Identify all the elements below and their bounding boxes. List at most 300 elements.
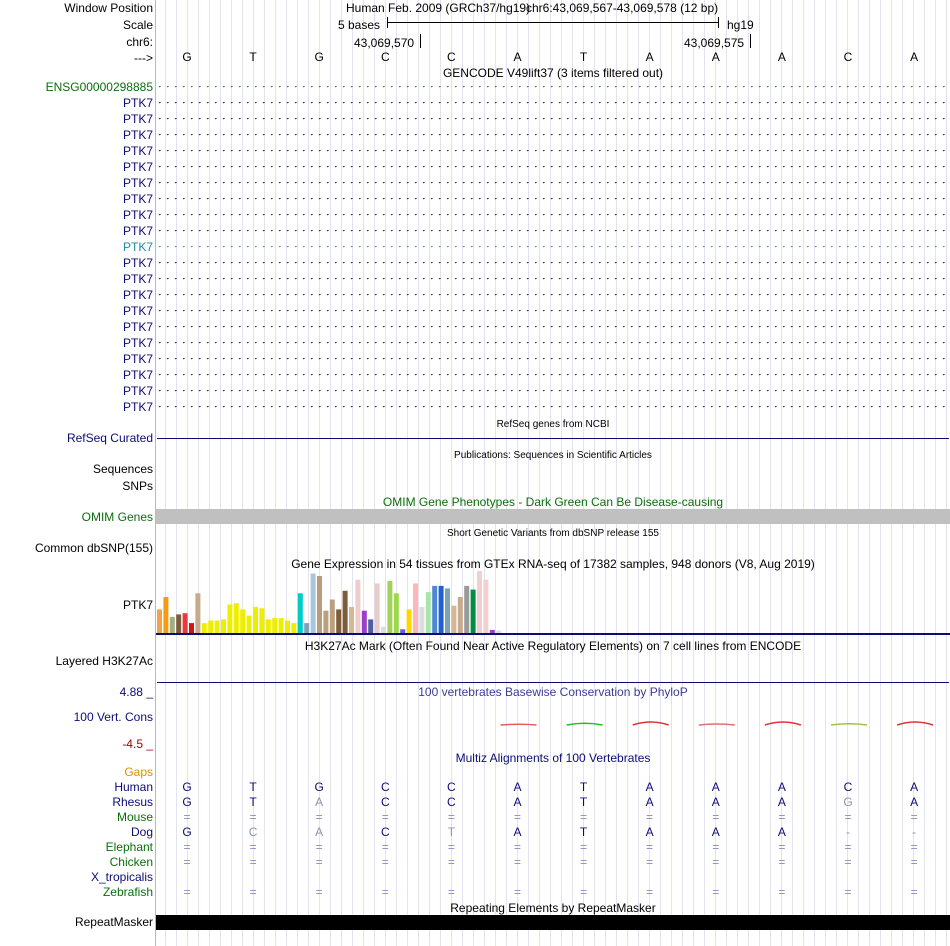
- gtex-tissue-bar[interactable]: [355, 580, 360, 633]
- strand-chevron: [543, 374, 546, 375]
- omim-title[interactable]: OMIM Gene Phenotypes - Dark Green Can Be Disease-causing: [382, 495, 724, 509]
- strand-chevron: [511, 230, 514, 231]
- publications-title[interactable]: Publications: Sequences in Scientific Articles: [454, 450, 652, 461]
- strand-chevron: [447, 182, 450, 183]
- strand-chevron: [847, 86, 850, 87]
- strand-chevron: [431, 262, 434, 263]
- strand-chevron: [687, 134, 690, 135]
- gtex-tissue-bar[interactable]: [227, 605, 232, 634]
- strand-chevron: [487, 246, 490, 247]
- gencode-item-label[interactable]: PTK7: [122, 144, 153, 158]
- strand-chevron: [687, 342, 690, 343]
- strand-chevron: [247, 198, 250, 199]
- strand-chevron: [735, 278, 738, 279]
- strand-chevron: [687, 294, 690, 295]
- strand-chevron: [679, 390, 682, 391]
- multiz-species-label[interactable]: Rhesus: [112, 795, 153, 809]
- strand-chevron: [719, 166, 722, 167]
- omim-label[interactable]: OMIM Genes: [81, 510, 153, 524]
- strand-chevron: [303, 390, 306, 391]
- strand-chevron: [383, 374, 386, 375]
- gencode-item-label[interactable]: PTK7: [122, 112, 153, 126]
- gtex-tissue-bar[interactable]: [413, 583, 418, 633]
- strand-chevron: [487, 278, 490, 279]
- strand-chevron: [711, 294, 714, 295]
- strand-chevron: [431, 358, 434, 359]
- gtex-tissue-bar[interactable]: [439, 586, 444, 633]
- base-letter: G: [314, 50, 324, 64]
- strand-chevron: [463, 310, 466, 311]
- gtex-tissue-bar[interactable]: [208, 621, 213, 633]
- strand-chevron: [935, 358, 938, 359]
- strand-chevron: [783, 198, 786, 199]
- gencode-gene-feature[interactable]: [157, 294, 949, 303]
- strand-chevron: [943, 198, 946, 199]
- gencode-gene-feature[interactable]: [157, 86, 949, 95]
- strand-chevron: [791, 326, 794, 327]
- strand-chevron: [935, 374, 938, 375]
- strand-chevron: [479, 310, 482, 311]
- strand-chevron: [223, 310, 226, 311]
- multiz-title[interactable]: Multiz Alignments of 100 Vertebrates: [455, 751, 651, 765]
- gtex-tissue-bar[interactable]: [247, 616, 252, 633]
- strand-chevron: [439, 262, 442, 263]
- gtex-tissue-bar[interactable]: [304, 623, 309, 633]
- strand-chevron: [583, 134, 586, 135]
- gtex-tissue-bar[interactable]: [195, 593, 200, 633]
- strand-chevron: [831, 390, 834, 391]
- multiz-gaps-label[interactable]: Gaps: [124, 765, 153, 779]
- multiz-alignment-base: -: [846, 825, 850, 839]
- gencode-gene-feature[interactable]: [157, 246, 949, 255]
- strand-chevron: [727, 198, 730, 199]
- omim-bar[interactable]: [156, 509, 950, 524]
- multiz-alignment-base: =: [183, 855, 191, 869]
- gtex-bar-chart[interactable]: [156, 570, 950, 636]
- phylop-score-mark[interactable]: [501, 724, 537, 725]
- gtex-tissue-bar[interactable]: [221, 619, 226, 633]
- gtex-tissue-bar[interactable]: [253, 607, 258, 633]
- gtex-tissue-bar[interactable]: [330, 600, 335, 634]
- strand-chevron: [303, 198, 306, 199]
- gtex-tissue-bar[interactable]: [496, 631, 501, 634]
- gtex-tissue-bar[interactable]: [381, 627, 386, 633]
- strand-chevron: [663, 150, 666, 151]
- strand-chevron: [239, 246, 242, 247]
- multiz-alignment-base: =: [646, 855, 654, 869]
- gtex-tissue-bar[interactable]: [464, 586, 469, 633]
- strand-chevron: [759, 326, 762, 327]
- phylop-label[interactable]: 100 Vert. Cons: [73, 710, 153, 724]
- multiz-species-label[interactable]: X_tropicalis: [90, 870, 153, 884]
- strand-chevron: [479, 198, 482, 199]
- strand-chevron: [743, 134, 746, 135]
- gencode-gene-feature[interactable]: [157, 374, 949, 383]
- phylop-plot[interactable]: [156, 700, 950, 740]
- strand-chevron: [767, 406, 770, 407]
- strand-chevron: [903, 182, 906, 183]
- gtex-tissue-bar[interactable]: [400, 629, 405, 633]
- strand-chevron: [567, 374, 570, 375]
- refseq-title[interactable]: RefSeq genes from NCBI: [496, 419, 610, 430]
- gencode-gene-feature[interactable]: [157, 230, 949, 239]
- h3k27ac-label[interactable]: Layered H3K27Ac: [55, 654, 153, 668]
- multiz-species-label[interactable]: Chicken: [109, 855, 153, 869]
- strand-chevron: [935, 230, 938, 231]
- strand-chevron: [375, 182, 378, 183]
- strand-chevron: [895, 358, 898, 359]
- multiz-alignment-base: =: [447, 885, 455, 899]
- strand-chevron: [535, 294, 538, 295]
- refseq-line[interactable]: [157, 438, 949, 439]
- gtex-label[interactable]: PTK7: [122, 598, 153, 612]
- gtex-tissue-bar[interactable]: [183, 613, 188, 633]
- strand-chevron: [303, 102, 306, 103]
- gtex-tissue-bar[interactable]: [285, 621, 290, 633]
- gencode-gene-feature[interactable]: [157, 310, 949, 319]
- strand-chevron: [647, 166, 650, 167]
- strand-chevron: [159, 166, 162, 167]
- gencode-gene-feature[interactable]: [157, 342, 949, 351]
- strand-chevron: [159, 246, 162, 247]
- gencode-gene-feature[interactable]: [157, 406, 949, 415]
- strand-chevron: [743, 390, 746, 391]
- phylop-score-mark[interactable]: [699, 724, 735, 725]
- strand-chevron: [903, 246, 906, 247]
- strand-chevron: [479, 214, 482, 215]
- gtex-tissue-bar[interactable]: [317, 576, 322, 633]
- gtex-tissue-bar[interactable]: [323, 611, 328, 633]
- strand-chevron: [423, 358, 426, 359]
- gencode-title[interactable]: GENCODE V49lift37 (3 items filtered out): [442, 66, 664, 80]
- gencode-item-label[interactable]: PTK7: [122, 288, 153, 302]
- gtex-tissue-bar[interactable]: [362, 611, 367, 633]
- gtex-tissue-bar[interactable]: [407, 609, 412, 633]
- strand-chevron: [927, 86, 930, 87]
- strand-chevron: [399, 150, 402, 151]
- publications-label-snps[interactable]: SNPs: [122, 479, 153, 493]
- strand-chevron: [311, 118, 314, 119]
- strand-chevron: [943, 150, 946, 151]
- gtex-tissue-bar[interactable]: [259, 608, 264, 633]
- gtex-tissue-bar[interactable]: [343, 591, 348, 633]
- gtex-tissue-bar[interactable]: [445, 588, 450, 633]
- strand-chevron: [927, 118, 930, 119]
- strand-chevron: [871, 166, 874, 167]
- gtex-tissue-bar[interactable]: [471, 590, 476, 633]
- publications-label-sequences[interactable]: Sequences: [92, 462, 153, 476]
- strand-chevron: [615, 278, 618, 279]
- gtex-tissue-bar[interactable]: [349, 607, 354, 633]
- strand-chevron: [831, 150, 834, 151]
- strand-chevron: [879, 182, 882, 183]
- gtex-tissue-bar[interactable]: [163, 597, 168, 633]
- strand-chevron: [751, 310, 754, 311]
- strand-chevron: [183, 230, 186, 231]
- strand-chevron: [519, 86, 522, 87]
- strand-chevron: [935, 246, 938, 247]
- strand-chevron: [391, 198, 394, 199]
- gtex-tissue-bar[interactable]: [432, 586, 437, 633]
- strand-chevron: [727, 214, 730, 215]
- strand-chevron: [191, 294, 194, 295]
- phylop-score-mark[interactable]: [765, 722, 801, 725]
- strand-chevron: [175, 374, 178, 375]
- multiz-alignment-base: =: [778, 885, 786, 899]
- gencode-item-label[interactable]: PTK7: [122, 272, 153, 286]
- multiz-species-label[interactable]: Mouse: [116, 810, 153, 824]
- gtex-tissue-bar[interactable]: [451, 606, 456, 633]
- multiz-species-label[interactable]: Dog: [130, 825, 153, 839]
- strand-chevron: [607, 214, 610, 215]
- strand-chevron: [719, 326, 722, 327]
- gencode-item-label[interactable]: PTK7: [122, 240, 153, 254]
- phylop-title[interactable]: 100 vertebrates Basewise Conservation by PhyloP: [418, 685, 688, 699]
- gencode-item-label[interactable]: PTK7: [122, 304, 153, 318]
- strand-chevron: [255, 374, 258, 375]
- gtex-tissue-bar[interactable]: [458, 597, 463, 633]
- phylop-score-mark[interactable]: [567, 723, 603, 725]
- strand-chevron: [287, 102, 290, 103]
- strand-chevron: [567, 342, 570, 343]
- strand-chevron: [511, 86, 514, 87]
- strand-chevron: [575, 182, 578, 183]
- strand-chevron: [263, 134, 266, 135]
- strand-chevron: [431, 310, 434, 311]
- strand-chevron: [919, 134, 922, 135]
- gencode-item-label[interactable]: PTK7: [122, 192, 153, 206]
- gtex-tissue-bar[interactable]: [215, 621, 220, 633]
- gencode-gene-feature[interactable]: [157, 118, 949, 127]
- repeatmasker-label[interactable]: RepeatMasker: [74, 915, 153, 929]
- gencode-gene-feature[interactable]: [157, 198, 949, 207]
- gencode-item-label[interactable]: PTK7: [122, 384, 153, 398]
- gencode-gene-feature[interactable]: [157, 150, 949, 159]
- multiz-alignment-base: G: [314, 780, 324, 794]
- gtex-tissue-bar[interactable]: [368, 619, 373, 633]
- gencode-gene-feature[interactable]: [157, 102, 949, 111]
- strand-chevron: [495, 406, 498, 407]
- gencode-gene-feature[interactable]: [157, 390, 949, 399]
- gencode-item-label[interactable]: PTK7: [122, 400, 153, 414]
- gtex-tissue-bar[interactable]: [336, 609, 341, 633]
- strand-chevron: [855, 326, 858, 327]
- strand-chevron: [351, 278, 354, 279]
- strand-chevron: [199, 166, 202, 167]
- strand-chevron: [751, 406, 754, 407]
- strand-chevron: [943, 358, 946, 359]
- dbsnp-label[interactable]: Common dbSNP(155): [34, 541, 153, 555]
- strand-chevron: [759, 182, 762, 183]
- strand-chevron: [695, 374, 698, 375]
- gencode-gene-feature[interactable]: [157, 166, 949, 175]
- phylop-score-mark[interactable]: [831, 724, 867, 725]
- repeatmasker-bar[interactable]: [156, 915, 950, 930]
- gtex-tissue-bar[interactable]: [170, 617, 175, 633]
- strand-chevron: [679, 246, 682, 247]
- strand-chevron: [623, 102, 626, 103]
- strand-chevron: [911, 214, 914, 215]
- strand-chevron: [943, 246, 946, 247]
- strand-chevron: [223, 406, 226, 407]
- repeatmasker-title[interactable]: Repeating Elements by RepeatMasker: [450, 901, 656, 915]
- gencode-item-label[interactable]: ENSG00000298885: [45, 80, 153, 94]
- strand-chevron: [591, 390, 594, 391]
- gtex-tissue-bar[interactable]: [272, 618, 277, 633]
- multiz-species-label[interactable]: Zebrafish: [102, 885, 153, 899]
- strand-chevron: [335, 198, 338, 199]
- strand-chevron: [455, 86, 458, 87]
- strand-chevron: [359, 326, 362, 327]
- gencode-item-label[interactable]: PTK7: [122, 256, 153, 270]
- strand-chevron: [471, 230, 474, 231]
- strand-chevron: [255, 326, 258, 327]
- gencode-item-label[interactable]: PTK7: [122, 368, 153, 382]
- strand-chevron: [679, 134, 682, 135]
- gencode-item-label[interactable]: PTK7: [122, 224, 153, 238]
- phylop-score-mark[interactable]: [897, 722, 933, 725]
- strand-chevron: [703, 342, 706, 343]
- strand-chevron: [871, 230, 874, 231]
- multiz-alignment-base: =: [580, 840, 588, 854]
- strand-chevron: [823, 230, 826, 231]
- strand-chevron: [615, 118, 618, 119]
- strand-chevron: [375, 102, 378, 103]
- gtex-tissue-bar[interactable]: [483, 580, 488, 633]
- strand-chevron: [727, 310, 730, 311]
- gencode-item-label[interactable]: PTK7: [122, 128, 153, 142]
- strand-chevron: [663, 278, 666, 279]
- strand-chevron: [871, 134, 874, 135]
- strand-chevron: [759, 374, 762, 375]
- strand-chevron: [479, 358, 482, 359]
- phylop-score-mark[interactable]: [633, 722, 669, 725]
- strand-chevron: [759, 406, 762, 407]
- strand-chevron: [351, 214, 354, 215]
- strand-chevron: [807, 150, 810, 151]
- strand-chevron: [271, 166, 274, 167]
- gtex-tissue-bar[interactable]: [419, 607, 424, 633]
- gtex-tissue-bar[interactable]: [240, 609, 245, 633]
- strand-chevron: [423, 310, 426, 311]
- multiz-alignment-base: =: [580, 810, 588, 824]
- gencode-item-label[interactable]: PTK7: [122, 208, 153, 222]
- gencode-gene-feature[interactable]: [157, 326, 949, 335]
- strand-chevron: [607, 406, 610, 407]
- strand-chevron: [535, 374, 538, 375]
- refseq-label[interactable]: RefSeq Curated: [66, 431, 153, 445]
- gencode-item-label[interactable]: PTK7: [122, 336, 153, 350]
- strand-chevron: [551, 118, 554, 119]
- gtex-title[interactable]: Gene Expression in 54 tissues from GTEx RNA-seq of 17382 samples, 948 donors (V8, Aug 2019): [291, 557, 815, 571]
- strand-chevron: [895, 342, 898, 343]
- strand-chevron: [487, 358, 490, 359]
- strand-chevron: [351, 294, 354, 295]
- strand-chevron: [575, 342, 578, 343]
- gencode-item-label[interactable]: PTK7: [122, 96, 153, 110]
- gencode-gene-feature[interactable]: [157, 278, 949, 287]
- strand-chevron: [335, 134, 338, 135]
- strand-chevron: [575, 406, 578, 407]
- strand-chevron: [207, 214, 210, 215]
- strand-chevron: [375, 150, 378, 151]
- strand-chevron: [175, 294, 178, 295]
- strand-chevron: [239, 262, 242, 263]
- gtex-tissue-bar[interactable]: [279, 618, 284, 633]
- gencode-gene-feature[interactable]: [157, 182, 949, 191]
- gtex-tissue-bar[interactable]: [266, 619, 271, 633]
- strand-chevron: [295, 134, 298, 135]
- gtex-tissue-bar[interactable]: [394, 593, 399, 633]
- strand-chevron: [487, 166, 490, 167]
- strand-chevron: [623, 390, 626, 391]
- strand-chevron: [415, 278, 418, 279]
- gencode-item-label[interactable]: PTK7: [122, 176, 153, 190]
- strand-chevron: [463, 214, 466, 215]
- gencode-item-label[interactable]: PTK7: [122, 352, 153, 366]
- strand-chevron: [183, 134, 186, 135]
- strand-chevron: [295, 310, 298, 311]
- strand-chevron: [663, 310, 666, 311]
- strand-chevron: [343, 102, 346, 103]
- strand-chevron: [183, 118, 186, 119]
- strand-chevron: [559, 294, 562, 295]
- gtex-tissue-bar[interactable]: [202, 623, 207, 633]
- strand-chevron: [447, 86, 450, 87]
- gtex-tissue-bar[interactable]: [477, 571, 482, 633]
- strand-chevron: [903, 294, 906, 295]
- strand-chevron: [399, 198, 402, 199]
- strand-chevron: [399, 294, 402, 295]
- gtex-tissue-bar[interactable]: [490, 630, 495, 633]
- strand-chevron: [311, 358, 314, 359]
- strand-chevron: [639, 278, 642, 279]
- strand-chevron: [839, 358, 842, 359]
- multiz-species-label[interactable]: Human: [114, 780, 153, 794]
- gtex-tissue-bar[interactable]: [234, 603, 239, 633]
- gencode-gene-feature[interactable]: [157, 214, 949, 223]
- strand-chevron: [351, 246, 354, 247]
- strand-chevron: [567, 278, 570, 279]
- gtex-tissue-bar[interactable]: [298, 593, 303, 633]
- gencode-gene-feature[interactable]: [157, 262, 949, 271]
- gtex-tissue-bar[interactable]: [387, 581, 392, 633]
- gtex-tissue-bar[interactable]: [375, 583, 380, 633]
- gtex-tissue-bar[interactable]: [189, 623, 194, 633]
- gencode-gene-feature[interactable]: [157, 358, 949, 367]
- strand-chevron: [255, 198, 258, 199]
- strand-chevron: [207, 166, 210, 167]
- strand-chevron: [727, 374, 730, 375]
- strand-chevron: [679, 166, 682, 167]
- gtex-tissue-bar[interactable]: [157, 609, 162, 633]
- multiz-species-label[interactable]: Elephant: [105, 840, 153, 854]
- strand-chevron: [439, 326, 442, 327]
- gtex-tissue-bar[interactable]: [176, 614, 181, 633]
- strand-chevron: [271, 262, 274, 263]
- gtex-tissue-bar[interactable]: [291, 623, 296, 633]
- h3k27ac-title[interactable]: H3K27Ac Mark (Often Found Near Active Regulatory Elements) on 7 cell lines from ENCODE: [304, 639, 802, 653]
- strand-chevron: [743, 166, 746, 167]
- gencode-item-label[interactable]: PTK7: [122, 320, 153, 334]
- gtex-tissue-bar[interactable]: [311, 574, 316, 634]
- gencode-item-label[interactable]: PTK7: [122, 160, 153, 174]
- dbsnp-title[interactable]: Short Genetic Variants from dbSNP release 155: [447, 528, 659, 539]
- gtex-tissue-bar[interactable]: [426, 592, 431, 633]
- strand-chevron: [567, 214, 570, 215]
- strand-chevron: [855, 182, 858, 183]
- gencode-gene-feature[interactable]: [157, 134, 949, 143]
